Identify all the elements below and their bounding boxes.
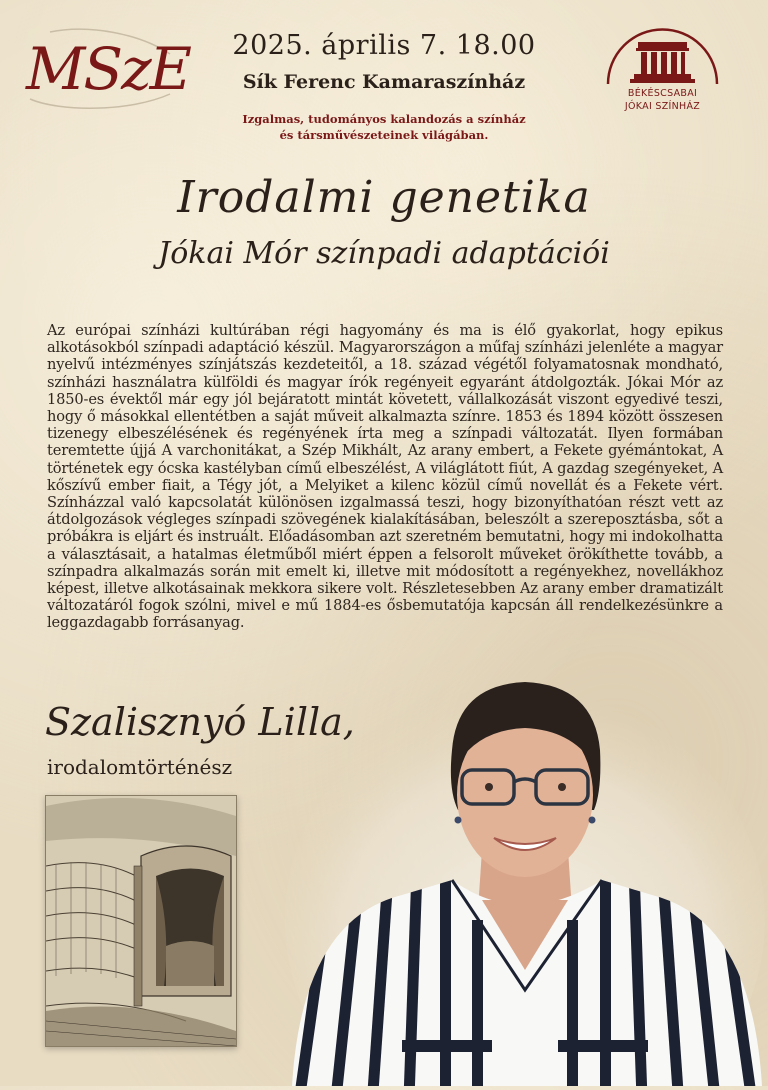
- page-subtitle: Jókai Mór színpadi adaptációi: [158, 236, 610, 271]
- speaker-portrait: [282, 670, 768, 1086]
- speaker-role: irodalomtörténész: [47, 755, 233, 779]
- tagline-line-2: és társművészeteinek világában.: [279, 128, 489, 142]
- mse-logo: [20, 24, 191, 114]
- tagline-line-1: Izgalmas, tudományos kalandozás a színház: [242, 112, 526, 126]
- event-date: 2025. április 7. 18.00: [232, 30, 536, 61]
- page-title: Irodalmi genetika: [177, 172, 591, 223]
- theatre-logo-line-2: JÓKAI SZÍNHÁZ: [624, 101, 701, 112]
- abstract-text: Az európai színházi kultúrában régi hagyomány és ma is élő gyakorlat, hogy epikus alkotásokból színpadi adaptáció készül. Magyarországon a műfaj színházi jelenléte a magyar nyelvű intézményes színjátszás kezdeteitől, a 18. század végétől folyamatosnak mondható, színházi használatra külföldi és magyar írók regényeit egyaránt átdolgozták. Jókai Mór az 1850-es évektől már egy jól bejáratott mintát követett, vállalkozását viszont egyedivé teszi, hogy ő másokkal ellentétben a saját műveit alkalmazta színre. 1853 és 1894 között összesen tizenegy elbeszélésének és regényének írta meg a színpadi változatát. Ilyen formában teremtette újjá A varchonitákat, a Szép Mikhált, Az arany embert, a Fekete gyémántokat, A történetek egy ócska kastélyban című elbeszélést, A világlátott fiút, A gazdag szegényeket, A kőszívű ember fiait, a Tégy jót, a Melyiket a kilenc közül című novellát és a Fekete vért. Színházzal való kapcsolatát különösen izgalmassá teszi, hogy bizonyíthatóan részt vett az átdolgozások végleges színpadi szövegének kialakításában, beleszólt a szereposztásba, sőt a próbákra is eljárt és instruált. Előadásomban azt szeretném bemutatni, hogy mi indokolhatta a választásait, a hatalmas életműből miért éppen a felsorolt műveket örökíthette tovább, a színpadra alkalmazás során mit emelt ki, illetve mit módosított a regényekhez, novellákhoz képest, illetve alkotásainak mekkora sikere volt. Részletesebben Az arany ember dramatizált változatáról fogok szólni, mivel e mű 1884-es ősbemutatója kapcsán áll rendelkezésünkre a leggazdagabb forrásanyag.: [47, 322, 723, 632]
- event-venue: Sík Ferenc Kamaraszínház: [242, 71, 526, 93]
- theatre-logo-line-1: BÉKÉSCSABAI: [627, 88, 698, 99]
- jokai-theatre-logo: [600, 22, 725, 122]
- theatre-interior-engraving: [45, 795, 237, 1047]
- mse-logo-text: MSzE: [26, 35, 191, 103]
- speaker-name: Szalisznyó Lilla,: [45, 700, 355, 744]
